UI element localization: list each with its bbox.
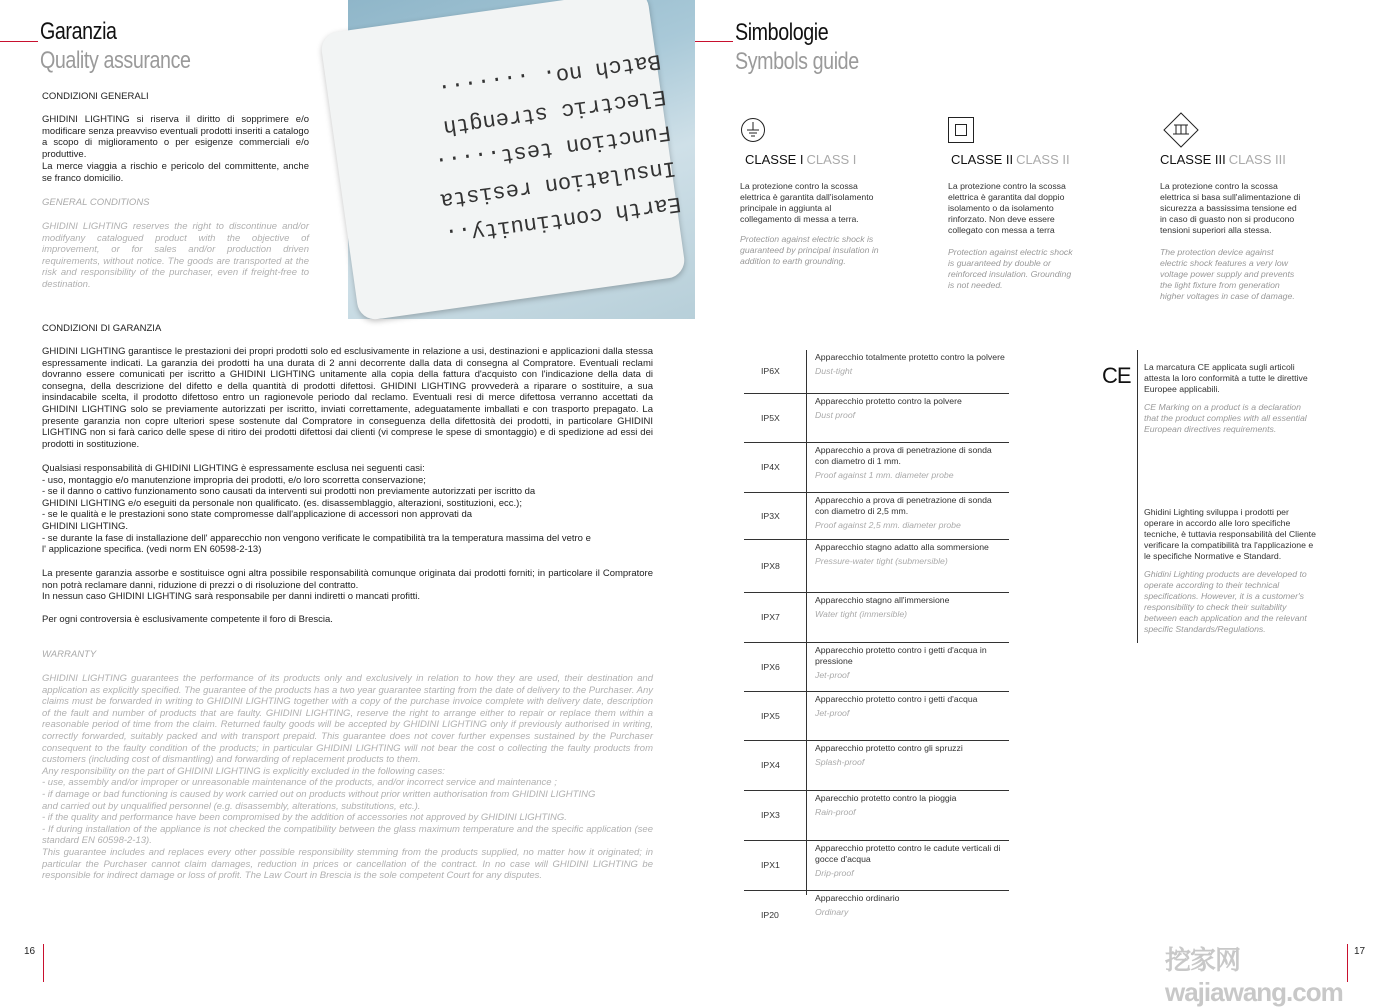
ip-row-ip6x (744, 350, 1009, 394)
ip-row-ip5x (744, 394, 1009, 443)
ip-row-ipx6 (744, 643, 1009, 692)
watermark: 挖家网 wajiawang.com (1165, 945, 1343, 1007)
ip-description-en: Ordinary (815, 907, 849, 917)
ip-description (815, 495, 1005, 531)
ip-description (815, 445, 1005, 481)
class-3-text: La protezione contro la scossa elettrica si basa sull'alimentazione di sicurezza a bassissima tensione ed in caso di guasto non si producono tensioni superiori alla stessa. (1160, 181, 1301, 235)
ip-description-it: Apparecchio stagno adatto alla sommersione (815, 542, 989, 552)
ip-row-ipx7 (744, 593, 1009, 643)
ip-code: IP20 (761, 909, 779, 920)
responsibility-text-en: Ghidini Lighting products are developed to operate according to their technical specifications. However, it is a customer's responsibility to check their suitability between each application and the relevant specific Standards/Regulations. (1144, 569, 1307, 634)
title-accent-line (0, 41, 38, 42)
general-conditions-text-2: La merce viaggia a rischio e pericolo del committente, anche se franco domicilio. (42, 161, 309, 184)
double-insulation-icon (948, 117, 974, 143)
symbols-title: Simbologie (735, 19, 829, 46)
warranty-paragraph-4: Per ogni controversia è esclusivamente competente il foro di Brescia. (42, 614, 333, 625)
earth-ground-icon (740, 117, 766, 143)
ip-description-it: Apparecchio totalmente protetto contro la polvere (815, 352, 1005, 362)
ip-description-en: Rain-proof (815, 807, 856, 817)
responsibility-text: Ghidini Lighting sviluppa i prodotti per operare in accordo alle loro specifiche tecniche, è tuttavia responsabilità del Cliente verificare la compatibilità tra l'applicazione e le specifiche Normative e Standard. (1144, 507, 1316, 561)
ip-description (815, 793, 1005, 818)
ip-code: IPX3 (761, 810, 780, 820)
general-conditions-en-text: GHIDINI LIGHTING reserves the right to discontinue and/or modifyany catalogued product with the objective of improvement, or for sales and/or production driven requirements, without notice. The goods are transported at the risk and responsibility of the purchaser, even if freight-free to destination. (42, 221, 309, 290)
ip-description-it: Apparecchio protetto contro i getti d'acqua (815, 694, 978, 704)
ip-description (815, 694, 1005, 719)
ip-code: IP4X (761, 462, 780, 472)
class-1-heading: CLASSE I CLASS I (745, 152, 857, 167)
class-1-text: La protezione contro la scossa elettrica è garantita dall'isolamento principale in aggiunta al collegamento di messa a terra. (740, 181, 874, 224)
class-2-heading: CLASSE II CLASS II (951, 152, 1070, 167)
page-number-marker-right (1347, 944, 1348, 982)
ip-code: IPX4 (761, 760, 780, 770)
class-1-text-en: Protection against electric shock is guaranteed by principal insulation in addition to earth grounding. (740, 234, 879, 266)
ip-description (815, 542, 1005, 567)
ip-code: IPX7 (761, 612, 780, 622)
ce-mark-icon: CE (1102, 363, 1131, 388)
ip-description (815, 893, 1005, 918)
page-number-left: 16 (24, 946, 36, 957)
ip-code: IPX8 (761, 560, 780, 571)
ip-description-en: Jet-proof (815, 670, 850, 680)
test-label-text: Earth continuity.. Insulation resista Function test..... Electric strength Batch no. ....... (433, 47, 683, 249)
class-2-text: La protezione contro la scossa elettrica è garantita dal doppio isolamento o da isolamento rinforzato. Non deve essere collegato con messa a terra (948, 181, 1066, 235)
ip-row-ipx3 (744, 791, 1009, 841)
ip-description-it: Aparecchio protetto contro la pioggia (815, 793, 957, 803)
warranty-paragraph-1: GHIDINI LIGHTING garantisce le prestazioni dei propri prodotti solo ed esclusivamente in relazione a usi, destinazioni e applicazioni dalla stessa espressamente indicati. La garanzia dei prodotti ha una durata di 2 anni decorrente dalla data di consegna al Compratore. Eventuali reclami dovranno essere comunicati per iscritto a GHIDINI LIGHTING unitamente alla copia della fattura d'acquisto con l'indicazione della data di consegna, della descrizione del difetto e della quantità di prodotti difettosi. GHIDINI LIGHTING provvederà a riparare o sostituire, a sua insindacabile scelta, il prodotto difettoso entro un ragionevole periodo dal reclamo. Eventuali resi di merce difettosa verranno accettati da GHIDINI LIGHTING solo se previamente autorizzati per iscritto, inviati correttamente, adeguatamente imballati e con trasporto prepagato. La presente garanzia non copre ulteriori spese sostenute dal Compratore in conseguenza della difettosità dei prodotti, in particolare GHIDINI LIGHTING non si farà carico delle spese di ritiro dei prodotti difettosi dai clienti (vi comprese le spese di smontaggio) e di spedizione ad essi dei prodotti in sostituzione. (42, 346, 653, 450)
ip-description (815, 743, 1005, 768)
ip-code: IP5X (761, 412, 780, 423)
class-3-text-en: The protection device against electric shock features a very low voltage power supply and prevents the light fixture from generation higher voltages in case of damage. (1160, 247, 1295, 301)
safety-extra-low-voltage-icon (1163, 112, 1199, 148)
ip-description-en: Proof against 1 mm. diameter probe (815, 470, 954, 480)
page-number-marker-left (43, 944, 44, 982)
ip-description-en: Proof against 2,5 mm. diameter probe (815, 520, 961, 530)
ip-code: IP3X (761, 510, 780, 521)
ip-row-ipx1 (744, 841, 1009, 891)
ip-description-en: Jet-proof (815, 708, 850, 718)
ce-text-en: CE Marking on a product is a declaration that the product complies with all essential European directives requirements. (1144, 402, 1307, 434)
ce-divider (1137, 350, 1138, 643)
general-conditions-en-heading: GENERAL CONDITIONS (42, 197, 150, 208)
ip-row-ipx5 (744, 692, 1009, 741)
ip-description-en: Pressure-water tight (submersible) (815, 556, 948, 566)
ip-description-en: Water tight (immersible) (815, 609, 908, 619)
warranty-paragraph-2: Qualsiasi responsabilità di GHIDINI LIGHTING è espressamente esclusa nei seguenti casi: - uso, montaggio e/o manutenzione impropria dei prodotti, e/o loro scorretta conservazione; - se il danno o cattivo funzionamento sono causati da interventi sui prodotti non previamente autorizzati per iscritto da GHIDINI LIGHTING e/o eseguiti da personale non qualificato. (es. disassemblaggio, alterazioni, sostituzioni, ecc.); - se le qualità e le prestazioni sono state compromesse dall'applicazione di accessori non approvati da GHIDINI LIGHTING. - se durante la fase di installazione dell' apparecchio non vengono verificate le compatibilità tra la temperatura massima del vetro e l' applicazione specifica. (vedi norm EN 60598-2-13) (42, 463, 591, 556)
ip-description (815, 396, 1005, 421)
warranty-paragraph-3: La presente garanzia assorbe e sostituisce ogni altra possibile responsabilità comunque originata dai prodotti forniti; in particolare il Compratore non potrà reclamare danni, riduzione di prezzi o di risoluzione del contratto. In nessun caso GHIDINI LIGHTING sarà responsabile per danni indiretti o mancati profitti. (42, 568, 653, 603)
warranty-en-heading: WARRANTY (42, 649, 97, 660)
title-accent-line-right (695, 41, 733, 42)
ip-row-ip20 (744, 891, 1009, 940)
ip-description-en: Drip-proof (815, 868, 854, 878)
ip-description-it: Apparecchio protetto contro la polvere (815, 396, 962, 406)
page-number-right: 17 (1354, 946, 1366, 957)
ip-row-ip3x (744, 493, 1009, 540)
ip-description (815, 352, 1005, 377)
ip-description-it: Apparecchio protetto contro i getti d'acqua in pressione (815, 645, 987, 666)
page-subtitle: Quality assurance (40, 47, 191, 74)
product-label-photo (348, 0, 695, 319)
ip-description-it: Apparecchio a prova di penetrazione di sonda con diametro di 1 mm. (815, 445, 992, 466)
ip-code: IPX1 (761, 860, 780, 870)
ip-row-ip4x (744, 443, 1009, 493)
ip-code: IP6X (761, 366, 780, 376)
ip-description-it: Apparecchio protetto contro gli spruzzi (815, 743, 963, 753)
symbols-subtitle: Symbols guide (735, 48, 859, 75)
page-title: Garanzia (40, 18, 117, 45)
class-3-heading: CLASSE III CLASS III (1160, 152, 1286, 167)
ip-description (815, 645, 1005, 681)
ip-description-it: Apparecchio a prova di penetrazione di sonda con diametro di 2,5 mm. (815, 495, 992, 516)
ip-description-en: Dust-tight (815, 366, 853, 376)
ip-description-it: Apparecchio ordinario (815, 893, 900, 903)
ip-description (815, 843, 1005, 879)
general-conditions-text: GHIDINI LIGHTING si riserva il diritto di sopprimere e/o modificare senza preavviso eventuali prodotti inseriti a catalogo a scopo di miglioramento o per esigenze commerciali e/o produttive. (42, 114, 309, 160)
warranty-en-text: GHIDINI LIGHTING guarantees the performance of its products only and exclusively in relation to how they are used, their destination and application as explicitly specified. The guarantee of the products has a two year guarantee starting from the date of delivery to the Purchaser. Any claims must be forwarded in writing to GHIDINI LIGHTING together with a copy of the purchase invoice complete with delivery date, description of the fault and number of products that are faulty. GHIDINI LIGHTING, reserve the right to arrange either to repair or replace them within a reasonable period of time from the claim. Returned faulty goods will be accepted by GHIDINI LIGHTING only if previously authorised in writing, correctly forwarded, suitably packed and with transport prepaid. This guarantee does not cover further expenses sustained by the Purchaser consequent to the faulty condition of the products; in particular GHIDINI LIGHTING will not bear the cost o collecting the faulty products from customers (including cost of dismantling) and forwarding of replacement products to them. Any responsibility on the part of GHIDINI LIGHTING is explicitly excluded in the following cases: - use, assembly and/or improper or unreasonable maintenance of the products, and/or incorrect service and maintenance ; - if damage or bad functioning is caused by work carried out on products without prior written authorisation from GHIDINI LIGHTING and carried out by unqualified personnel (e.g. disassembly, alterations, substitutions, etc.). - if the quality and performance have been compromised by the addition of accessories not approved by GHIDINI LIGHTING. - If during installation of the appliance is not checked the compatibility between the glass maximum temperature and the specific application (see standard EN 60598-2-13). This guarantee includes and replaces every other possible responsibility stemming from the products supplied, no matter how it originated; in particular the Purchaser cannot claim damages, reduction in prices or cancellation of the contract. In no case will GHIDINI LIGHTING be responsible for indirect damage or loss of profit. The Law Court in Brescia is the sole competent Court for any disputes. (42, 673, 653, 882)
ip-description-it: Apparecchio protetto contro le cadute verticali di gocce d'acqua (815, 843, 1001, 864)
ip-description-en: Splash-proof (815, 757, 865, 767)
general-conditions-heading: CONDIZIONI GENERALI (42, 91, 149, 102)
ce-text: La marcatura CE applicata sugli articoli attesta la loro conformità a tutte le direttive Europee applicabili. (1144, 362, 1308, 394)
class-2-text-en: Protection against electric shock is guaranteed by double or reinforced insulation. Grounding is not needed. (948, 247, 1073, 290)
ip-code: IPX5 (761, 710, 780, 721)
ip-row-ipx4 (744, 741, 1009, 791)
ip-row-ipx8 (744, 540, 1009, 593)
ip-description (815, 595, 1005, 620)
ip-code: IPX6 (761, 661, 780, 672)
ip-description-en: Dust proof (815, 410, 856, 420)
ip-description-it: Apparecchio stagno all'immersione (815, 595, 950, 605)
warranty-conditions-heading: CONDIZIONI DI GARANZIA (42, 323, 162, 334)
